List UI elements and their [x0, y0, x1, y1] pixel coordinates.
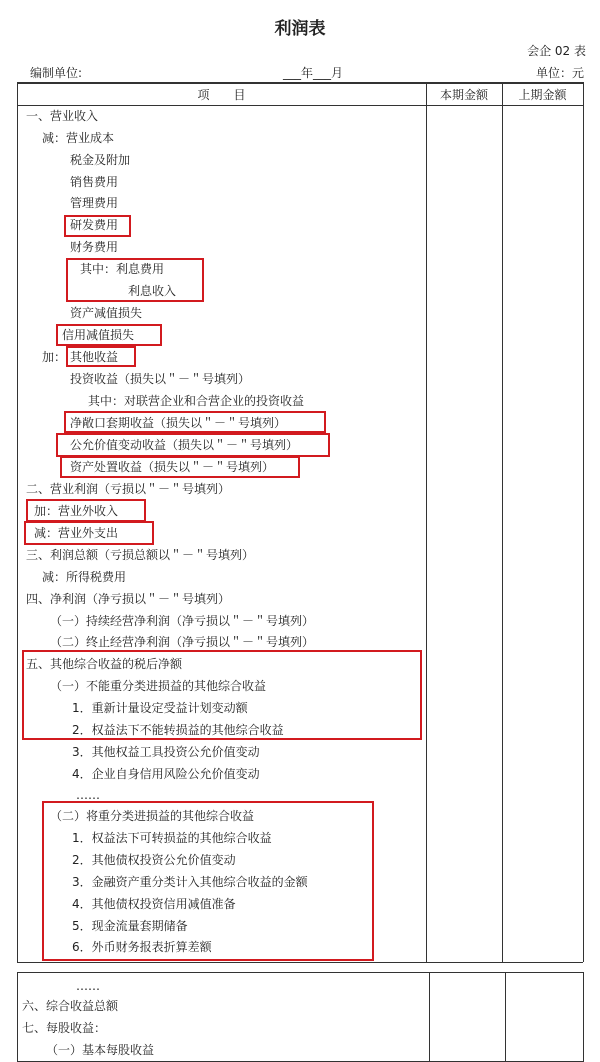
row-asset-impairment: 资产减值损失: [70, 306, 143, 320]
report-period: ___年___月: [283, 66, 344, 80]
row-taxes-surcharges: 税金及附加: [70, 153, 131, 167]
row-oci-item-debt-fair-value: 2．其他债权投资公允价值变动: [72, 853, 236, 867]
row-rd-expenses: 研发费用: [70, 218, 119, 232]
row-total-profit: 三、利润总额（亏损总额以＂－＂号填列）: [26, 548, 255, 562]
row-oci-item-reclassification: 3．金融资产重分类计入其他综合收益的金额: [72, 875, 308, 889]
highlight-non-operating-expense: [24, 521, 154, 545]
row-other-income: 其他收益: [70, 350, 119, 364]
row-operating-profit: 二、营业利润（亏损以＂－＂号填列）: [26, 482, 231, 496]
row-net-profit: 四、净利润（净亏损以＂－＂号填列）: [26, 592, 231, 606]
row-total-comprehensive-income: 六、综合收益总额: [22, 999, 119, 1013]
table-bottom-border-upper: [17, 962, 583, 963]
table-left-border-lower: [17, 972, 18, 1062]
row-interest-expense: 其中：利息费用: [80, 262, 165, 276]
highlight-oci-not-reclassified: [22, 650, 422, 740]
report-title: 利润表: [274, 19, 326, 39]
row-oci-item-remeasure: 1．重新计量设定受益计划变动额: [72, 701, 248, 715]
row-net-hedge-gain: 净敞口套期收益（损失以＂－＂号填列）: [70, 416, 287, 430]
row-credit-impairment: 信用减值损失: [62, 328, 135, 342]
row-oci-item-fx-translation: 6．外币财务报表折算差额: [72, 940, 212, 954]
table-top-border: [17, 82, 583, 84]
row-operating-revenue: 一、营业收入: [26, 109, 99, 123]
highlight-net-hedge-gain: [64, 411, 326, 433]
row-interest-income: 利息收入: [128, 284, 177, 298]
row-earnings-per-share: 七、每股收益：: [22, 1021, 107, 1035]
highlight-interest: [66, 258, 204, 302]
row-finance-expenses: 财务费用: [70, 240, 119, 254]
row-non-operating-expense: 减：营业外支出: [34, 526, 119, 540]
row-oci-reclassified: （二）将重分类进损益的其他综合收益: [50, 809, 255, 823]
row-investment-income: 投资收益（损失以＂－＂号填列）: [70, 372, 251, 386]
column-header-previous: 上期金额: [518, 88, 567, 102]
row-selling-expenses: 销售费用: [70, 175, 119, 189]
row-associate-investment-income: 其中：对联营企业和合营企业的投资收益: [88, 394, 305, 408]
highlight-non-operating-income: [26, 499, 146, 522]
row-discontinued-net-profit: （二）终止经营净利润（净亏损以＂－＂号填列）: [50, 635, 315, 649]
table-left-border: [17, 82, 18, 962]
row-oci-not-reclassified: （一）不能重分类进损益的其他综合收益: [50, 679, 267, 693]
row-non-operating-income: 加：营业外收入: [34, 504, 119, 518]
header-bottom-border: [17, 105, 583, 106]
table-right-border: [583, 82, 584, 962]
column-divider-2-lower: [505, 972, 506, 1062]
row-oci-net-of-tax: 五、其他综合收益的税后净额: [26, 657, 183, 671]
row-admin-expenses: 管理费用: [70, 196, 119, 210]
highlight-rd-expenses: [64, 215, 131, 237]
column-header-item: 项 目: [197, 88, 246, 102]
row-oci-item-equity-instruments: 3．其他权益工具投资公允价值变动: [72, 745, 260, 759]
highlight-asset-disposal: [60, 456, 300, 478]
row-oci-item-equity-method-transferable: 1．权益法下可转损益的其他综合收益: [72, 831, 272, 845]
column-header-current: 本期金额: [439, 88, 488, 102]
row-fair-value-change: 公允价值变动收益（损失以＂－＂号填列）: [70, 438, 299, 452]
row-add-prefix: 加：: [42, 350, 67, 364]
column-divider-1-lower: [429, 972, 430, 1062]
preparer-label: 编制单位:: [30, 66, 83, 80]
row-oci-item-equity-method: 2．权益法下不能转损益的其他综合收益: [72, 723, 284, 737]
column-divider-1: [426, 82, 427, 962]
row-basic-eps: （一）基本每股收益: [46, 1043, 155, 1057]
row-operating-cost: 减：营业成本: [42, 131, 115, 145]
table-right-border-lower: [583, 972, 584, 1062]
form-code: 会企 02 表: [527, 44, 586, 58]
column-divider-2: [502, 82, 503, 962]
highlight-oci-reclassified: [42, 801, 374, 961]
highlight-fair-value-change: [56, 433, 330, 457]
row-ellipsis: ……: [76, 979, 100, 993]
currency-unit: 单位：元: [535, 66, 584, 80]
row-continuing-net-profit: （一）持续经营净利润（净亏损以＂－＂号填列）: [50, 614, 315, 628]
row-income-tax: 减：所得税费用: [42, 570, 127, 584]
highlight-credit-impairment: [56, 324, 162, 346]
row-oci-item-cash-flow-hedge: 5．现金流量套期储备: [72, 919, 188, 933]
row-oci-item-debt-impairment: 4．其他债权投资信用减值准备: [72, 897, 236, 911]
highlight-other-income: [66, 346, 136, 367]
row-asset-disposal: 资产处置收益（损失以＂－＂号填列）: [70, 460, 275, 474]
row-ellipsis: ……: [76, 788, 100, 802]
table-top-border-lower: [17, 972, 583, 973]
row-oci-item-own-credit-risk: 4．企业自身信用风险公允价值变动: [72, 767, 260, 781]
